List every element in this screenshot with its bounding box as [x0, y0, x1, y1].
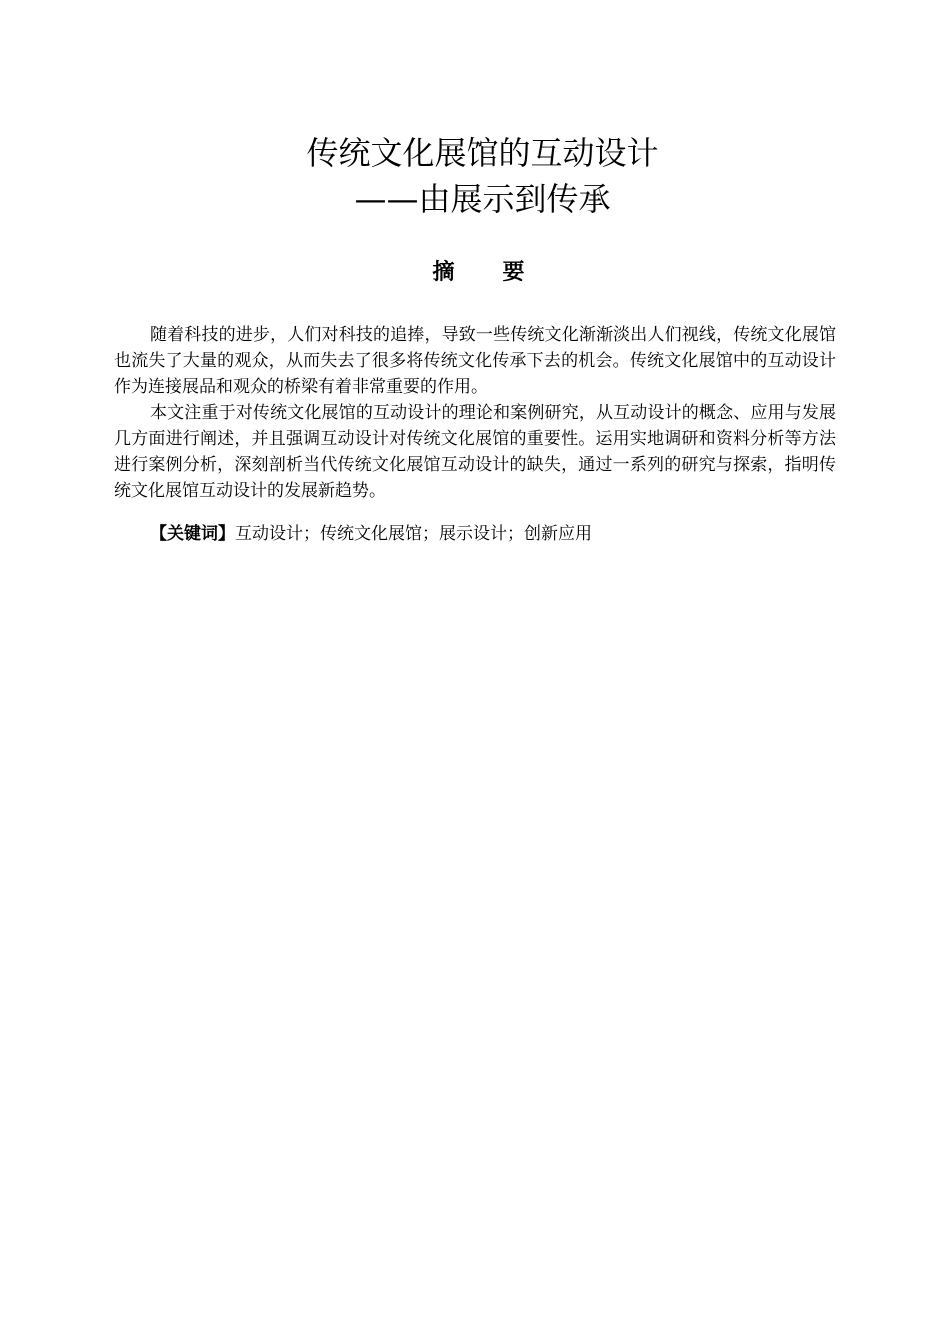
abstract-body — [114, 322, 836, 504]
abstract-paragraph-1: 随着科技的进步，人们对科技的追捧，导致一些传统文化渐渐淡出人们视线，传统文化展馆也流失了大量的观众，从而失去了很多将传统文化传承下去的机会。传统文化展馆中的互动设计作为连接展品和观众的桥梁有着非常重要的作用。 — [114, 325, 836, 397]
title-subtitle: ——由展示到传承 — [354, 180, 611, 218]
keywords-text: 互动设计；传统文化展馆；展示设计；创新应用 — [235, 524, 592, 544]
document-title — [0, 130, 950, 222]
keywords-label: 【关键词】 — [150, 524, 235, 544]
abstract-paragraph-2: 本文注重于对传统文化展馆的互动设计的理论和案例研究，从互动设计的概念、应用与发展几方面进行阐述，并且强调互动设计对传统文化展馆的重要性。运用实地调研和资料分析等方法进行案例分析，深刻剖析当代传统文化展馆互动设计的缺失，通过一系列的研究与探索，指明传统文化展馆互动设计的发展新趋势。 — [114, 403, 836, 501]
title-main: 传统文化展馆的互动设计 — [306, 134, 659, 172]
keywords-line — [150, 521, 850, 547]
abstract-heading: 摘要 — [432, 260, 573, 285]
